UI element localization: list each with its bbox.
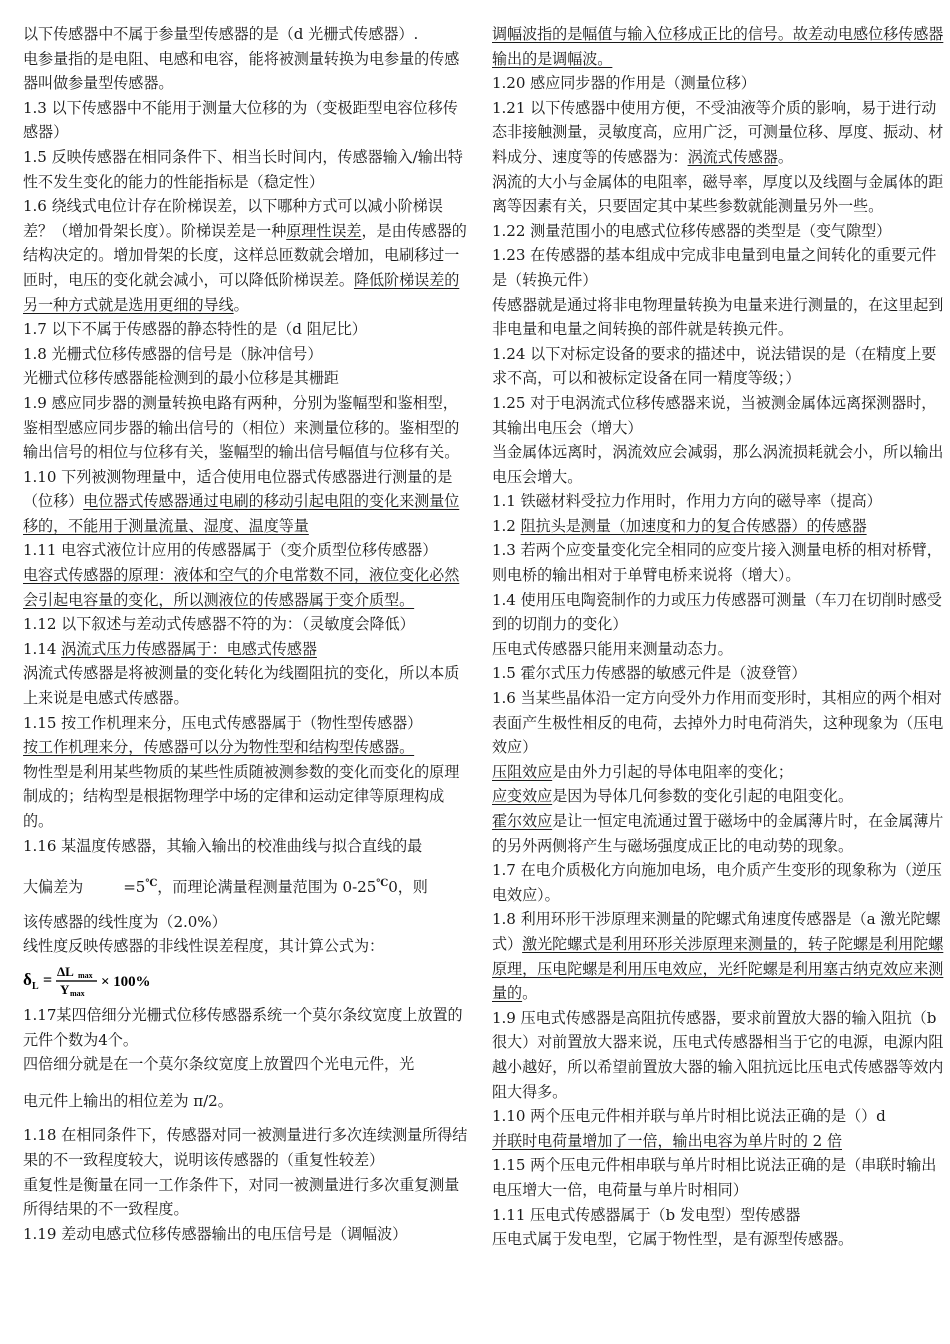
underlined-text: 霍尔效应 (492, 812, 553, 830)
left-column (23, 22, 471, 1246)
paragraph: 1.20 感应同步器的作用是（测量位移） (492, 74, 756, 93)
underlined-text: 阻抗头是测量（加速度和力的复合传感器）的传感器 (520, 516, 867, 535)
paragraph: 线性度反映传感器的非线性误差程度，其计算公式为： (23, 937, 385, 956)
paragraph: 电元件上输出的相位差为 π/2。 (23, 1091, 233, 1110)
paragraph: 压电式属于发电型，它属于物性型，是有源型传感器。 (492, 1230, 854, 1249)
paragraph: 重复性是衡量在同一工作条件下，对同一被测量进行多次重复测量所得结果的不一致程度。 (23, 1175, 460, 1219)
paragraph (23, 194, 471, 317)
formula-graphic (23, 963, 173, 997)
paragraph: 1.12 以下叙述与差动式传感器不符的为：（灵敏度会降低） (23, 615, 415, 634)
text-run: 。 (233, 295, 249, 314)
paragraph: 1.5 反映传感器在相同条件下、相当长时间内，传感器输入/输出特性不发生变化的能力的性能指标是（稳定性） (23, 147, 463, 191)
paragraph (23, 858, 471, 900)
text-run: ，是由传感器的结构决定的。增加骨架的长度，这样总匝数就会增加，电刷移过一匝时，电压的变化就会减小，可以降低阶梯误差。 (23, 221, 467, 289)
underlined-text: 涡流式压力传感器属于：电感式传感器 (61, 639, 317, 658)
paragraph: 1.10 两个压电元件相并联与单片时相比说法正确的是（）d (492, 1107, 886, 1126)
underlined-paragraph: 按工作机理来分，传感器可以分为物性型和结构型传感器。 (23, 738, 415, 757)
text-run: 。 (522, 984, 538, 1003)
paragraph: 1.11 电容式液位计应用的传感器属于（变介质型位移传感器） (23, 541, 438, 560)
text-run: ，而理论满量程测量范围为 0-25 (157, 878, 377, 897)
degree-symbol: ℃ (145, 878, 158, 890)
paragraph: 1.24 以下对标定设备的要求的描述中，说法错误的是（在精度上要求不高，可以和被标定设备在同一精度等级；） (492, 344, 937, 388)
underlined-text: 压阻效应 (492, 762, 553, 781)
paragraph: 传感器就是通过将非电物理量转换为电量来进行测量的，在这里起到非电量和电量之间转换的部件就是转换元件。 (492, 295, 944, 339)
formula-lhs: δ (23, 970, 32, 989)
paragraph (492, 907, 944, 1005)
paragraph: 以下传感器中不属于参量型传感器的是（d 光栅式传感器）. (23, 25, 419, 43)
paragraph: 1.9 感应同步器的测量转换电路有两种，分别为鉴幅型和鉴相型，鉴相型感应同步器的输出信号的（相位）来测量位移的。鉴相型的输出信号的相位与位移有关，鉴幅型的输出信号幅值与位移有关。 (23, 393, 460, 462)
paragraph (23, 465, 471, 539)
text-run: 1.10 下列被测物理量中，适合使用电位器式传感器进行测量的是（位移） (23, 467, 453, 511)
text-run: 是由外力引起的导体电阻率的变化； (552, 762, 793, 781)
paragraph: 1.19 差动电感式位移传感器输出的电压信号是（调幅波） (23, 1224, 408, 1243)
text-run: 1.21 以下传感器中使用方便，不受油液等介质的影响，易于进行动态非接触测量，灵敏度高，应用广泛，可测量位移、厚度、振动、材料成分、速度等的传感器为： (492, 98, 944, 166)
paragraph: 1.5 霍尔式压力传感器的敏感元件是（波登管） (492, 664, 807, 683)
underlined-paragraph: 并联时电荷量增加了一倍，输出电容为单片时的 2 倍 (492, 1131, 843, 1150)
paragraph: 1.6 当某些晶体沿一定方向受外力作用而变形时，其相应的两个相对表面产生极性相反的电荷，去掉外力时电荷消失，这种现象为（压电效应） (492, 689, 944, 757)
paragraph: 1.23 在传感器的基本组成中完成非电量到电量之间转化的重要元件是（转换元件） (492, 246, 937, 289)
text-run: 1.14 (23, 639, 62, 658)
underlined-text: 涡流式传感器 (687, 147, 778, 166)
paragraph (492, 514, 944, 539)
paragraph: 四倍细分就是在一个莫尔条纹宽度上放置四个光电元件，光 (23, 1055, 415, 1074)
paragraph: 涡流式传感器是将被测量的变化转化为线圈阻抗的变化，所以本质上来说是电感式传感器。 (23, 664, 460, 708)
paragraph: 1.15 两个压电元件相串联与单片时相比说法正确的是（串联时输出电压增大一倍，电荷量与单片时相同） (492, 1156, 937, 1199)
paragraph (492, 760, 944, 785)
formula-numerator-sub: max (78, 971, 93, 980)
underlined-text: 电位器式传感器通过电刷的移动引起电阻的变化来测量位移的，不能用于测量流量、湿度、温度等量 (23, 492, 460, 535)
paragraph: 1.1 铁磁材料受拉力作用时，作用力方向的磁导率（提高） (492, 492, 882, 511)
paragraph: 1.11 压电式传感器属于（b 发电型）型传感器 (492, 1205, 801, 1224)
text-run: 是让一恒定电流通过置于磁场中的金属薄片时，在金属薄片的另外两侧将产生与磁场强度成正比的电动势的现象。 (492, 812, 944, 855)
svg-text:=: = (43, 972, 53, 989)
paragraph: 该传感器的线性度为（2.0%） (23, 912, 227, 931)
formula-denominator: Y (60, 982, 70, 997)
text-run: 1.6 绕线式电位计存在阶梯误差，以下哪种方式可以减小阶梯误差？（增加骨架长度）。阶梯误差是一种 (23, 197, 443, 240)
paragraph: 压电式传感器只能用来测量动态力。 (492, 639, 733, 658)
paragraph: 1.16 某温度传感器，其输入输出的校准曲线与拟合直线的最 (23, 836, 423, 855)
text-run: 1.2 (492, 516, 521, 535)
paragraph: 1.17某四倍细分光栅式位移传感器系统一个莫尔条纹宽度上放置的元件个数为4个。 (23, 1006, 463, 1049)
right-column (492, 22, 944, 1252)
paragraph: 1.25 对于电涡流式位移传感器来说，当被测金属体远离探测器时，其输出电压会（增大） (492, 393, 937, 437)
paragraph: 1.4 使用压电陶瓷制作的力或压力传感器可测量（车刀在切削时感受到的切削力的变化） (492, 590, 942, 634)
paragraph: 1.18 在相同条件下，传感器对同一被测量进行多次连续测量所得结果的不一致程度较大，说明该传感器的（重复性较差） (23, 1126, 468, 1169)
formula-denominator-sub: max (70, 989, 85, 997)
paragraph (492, 784, 944, 809)
paragraph: 1.3 以下传感器中不能用于测量大位移的为（变极距型电容位移传感器） (23, 98, 458, 142)
underlined-paragraph: 调幅波指的是幅值与输入位移成正比的信号。故差动电感位移传感器输出的是调幅波。 (492, 25, 944, 68)
paragraph (23, 637, 471, 662)
underlined-text: 原理性误差 (286, 221, 362, 240)
paragraph: 光栅式位移传感器能检测到的最小位移是其栅距 (23, 369, 339, 388)
degree-symbol: ℃ (376, 878, 389, 890)
paragraph: 1.7 在电介质极化方向施加电场，电介质产生变形的现象称为（逆压电效应）。 (492, 861, 942, 904)
underlined-text: 应变效应 (492, 787, 553, 806)
text-run: 1.8 利用环形干涉原理来测量的陀螺式角速度传感器是（a 激光陀螺式） (492, 910, 941, 953)
underlined-paragraph: 电容式传感器的原理：液体和空气的介电常数不同，液位变化必然会引起电容量的变化，所以测液位的传感器属于变介质型。 (23, 566, 460, 609)
formula-numerator: ΔL (57, 964, 74, 979)
paragraph: 1.7 以下不属于传感器的静态特性的是（d 阻尼比） (23, 320, 367, 339)
underlined-text: 降低阶梯误差的另一种方式就是选用更细的导线 (23, 270, 460, 314)
text-run: =5 (123, 878, 146, 897)
text-run: 。 (777, 147, 793, 166)
formula-tail: × 100% (101, 974, 151, 990)
paragraph: 电参量指的是电阻、电感和电容，能将被测量转换为电参量的传感器叫做参量型传感器。 (23, 49, 460, 93)
formula-lhs-sub: L (32, 981, 39, 992)
paragraph: 1.8 光栅式位移传感器的信号是（脉冲信号） (23, 344, 323, 363)
paragraph (492, 809, 944, 858)
paragraph: 涡流的大小与金属体的电阻率，磁导率，厚度以及线圈与金属体的距离等因素有关，只要固定其中某些参数就能测量另外一些。 (492, 172, 944, 216)
text-run: 是因为导体几何参数的变化引起的电阻变化。 (552, 787, 854, 806)
paragraph: 物性型是利用某些物质的某些性质随被测参数的变化而变化的原理制成的；结构型是根据物理学中场的定律和运动定律等原理构成的。 (23, 762, 460, 830)
underlined-text: 激光陀螺式是利用环形关涉原理来测量的，转子陀螺是利用陀螺原理，压电陀螺是利用压电效应，光纤陀螺是利用塞古纳克效应来测量的 (492, 934, 944, 1003)
text-run: 大偏差为 (23, 878, 84, 897)
text-run: 0，则 (388, 878, 428, 897)
paragraph: 当金属体远离时，涡流效应会减弱，那么涡流损耗就会小，所以输出电压会增大。 (492, 443, 944, 486)
linearity-formula (23, 963, 471, 997)
paragraph (492, 96, 944, 170)
paragraph: 1.22 测量范围小的电感式位移传感器的类型是（变气隙型） (492, 221, 892, 240)
paragraph: 1.3 若两个应变量变化完全相同的应变片接入测量电桥的相对桥臂，则电桥的输出相对于单臂电桥来说将（增大）。 (492, 541, 942, 585)
paragraph: 1.9 压电式传感器是高阻抗传感器，要求前置放大器的输入阻抗（b 很大）对前置放大器来说，压电式传感器相当于它的电源，电源内阻越小越好，所以希望前置放大器的输入阻抗远比压电式传感器等效内阻大得多。 (492, 1008, 944, 1101)
paragraph: 1.15 按工作机理来分，压电式传感器属于（物性型传感器） (23, 713, 423, 732)
